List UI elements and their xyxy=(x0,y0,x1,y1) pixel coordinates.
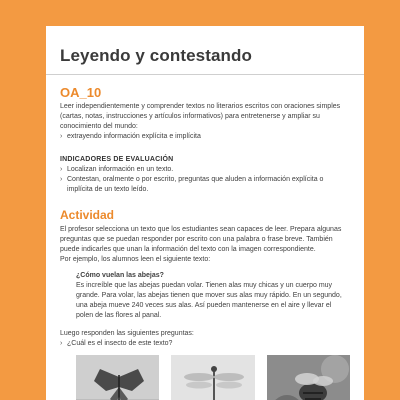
questions-intro: Luego responden las siguientes preguntas: xyxy=(60,330,194,337)
indicator-text: Contestan, oralmente o por escrito, preguntas que aluden a información explícita o implícita de un texto leído. xyxy=(67,176,324,193)
indicator-item xyxy=(60,175,350,195)
page-title: Leyendo y contestando xyxy=(60,46,252,65)
objective-text: Leer independientemente y comprender textos no literarios escritos con oraciones simples (cartas, notas, instrucciones y artículos informativos) para entretenerse y ampliar su conocimiento del mundo: xyxy=(60,103,341,130)
reading-body: Es increíble que las abejas puedan volar. Tienen alas muy chicas y un cuerpo muy grande. Para volar, las abejas tienen que mover sus alas muy rápido. En un segundo, una abeja mueve 240 veces sus alas. Así pueden mantenerse en el aire y llevar el polen de las flores al panal. xyxy=(76,282,342,319)
reading-title: ¿Cómo vuelan las abejas? xyxy=(76,272,164,279)
objective-bullet-text: extrayendo información explícita e implícita xyxy=(67,133,201,140)
chevron-right-icon: › xyxy=(60,176,63,183)
chevron-right-icon: › xyxy=(60,166,63,173)
activity-heading: Actividad xyxy=(60,208,115,222)
activity-example: Por ejemplo, los alumnos leen el siguiente texto: xyxy=(60,256,211,263)
butterfly-image xyxy=(76,355,159,400)
chevron-right-icon: › xyxy=(60,340,63,347)
indicator-item xyxy=(60,165,350,175)
worksheet-page xyxy=(46,26,364,400)
question-text: ¿Cuál es el insecto de este texto? xyxy=(67,340,173,347)
title-divider xyxy=(46,74,364,75)
bee-image xyxy=(267,355,350,400)
indicators-heading: INDICADORES DE EVALUACIÓN xyxy=(60,156,174,163)
objective-code: OA_10 xyxy=(60,85,102,100)
dragonfly-image xyxy=(171,355,254,400)
insect-images xyxy=(76,355,350,400)
indicator-text: Localizan información en un texto. xyxy=(67,166,174,173)
objective-bullet xyxy=(60,132,350,142)
chevron-right-icon: › xyxy=(60,133,63,140)
question-item xyxy=(60,339,350,349)
activity-intro: El profesor selecciona un texto que los estudiantes sean capaces de leer. Prepara algunas preguntas que se puedan responder por escrito con una palabra o frase breve. También puede indicarles que unan la información del texto con la imagen correspondiente. xyxy=(60,226,342,253)
